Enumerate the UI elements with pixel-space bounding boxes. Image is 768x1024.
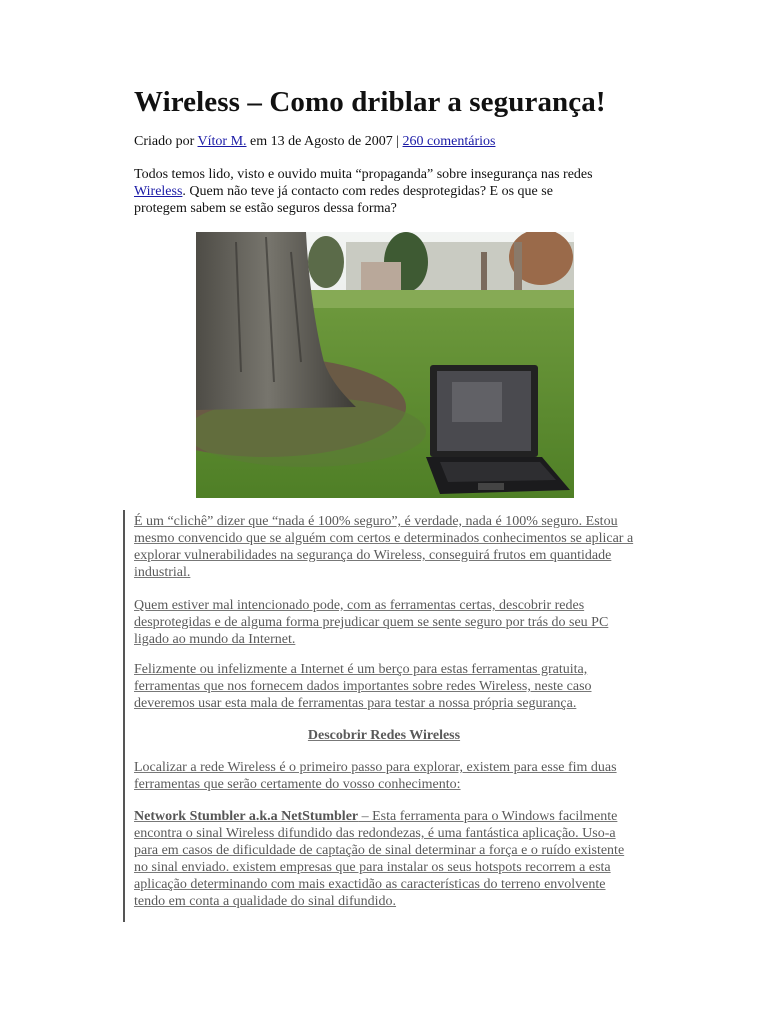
byline-prefix: Criado por — [134, 134, 198, 149]
section-heading: Descobrir Redes Wireless — [307, 728, 461, 743]
quote-paragraph-2: Quem estiver mal intencionado pode, com as ferramentas certas, descobrir redes desprotegidas e de alguma forma prejudicar quem se sente seguro por trás do seu PC ligado ao mundo da Internet. — [134, 598, 609, 647]
tool-name: Network Stumbler a.k.a NetStumbler — [134, 809, 359, 824]
intro-text-1: Todos temos lido, visto e ouvido muita “propaganda” sobre insegurança nas redes — [134, 167, 593, 182]
byline — [134, 134, 495, 150]
intro-text-2: . Quem não teve já contacto com redes desprotegidas? E os que se protegem sabem se estão seguros dessa forma? — [134, 184, 553, 216]
article-title: Wireless – Como driblar a segurança! — [134, 86, 606, 118]
byline-date: em 13 de Agosto de 2007 | — [246, 134, 403, 149]
intro-paragraph — [134, 166, 604, 217]
wireless-link[interactable]: Wireless — [134, 184, 183, 199]
section-intro: Localizar a rede Wireless é o primeiro passo para explorar, existem para esse fim duas ferramentas que serão certamente do vosso conhecimento: — [134, 760, 617, 792]
quote-paragraph-1: É um “clichê” dizer que “nada é 100% seguro”, é verdade, nada é 100% seguro. Estou mesmo convencido que se alguém com certos e determinados conhecimentos se aplicar a explorar vulnerabilidades na segurança do Wireless, conseguirá frutos em quantidade industrial. — [134, 514, 634, 580]
laptop-under-tree-photo — [196, 232, 574, 498]
tool-description: – Esta ferramenta para o Windows facilmente encontra o sinal Wireless difundido das redondezas, é uma fantástica aplicação. Uso-a para em casos de dificuldade de captação de sinal determinar a força e o ruído existente no sinal enviado. existem empresas que para instalar os seus hotspots recorrem a esta aplicação determinando com mais exactidão as características do terreno envolvente tendo em conta a qualidade do sinal difundido. — [134, 809, 625, 909]
quote-paragraph-3: Felizmente ou infelizmente a Internet é um berço para estas ferramentas gratuita, ferramentas que nos fornecem dados importantes sobre redes Wireless, neste caso deveremos usar esta mala de ferramentas para testar a nossa própria segurança. — [134, 662, 592, 711]
quote-bar — [123, 510, 125, 922]
author-link[interactable]: Vítor M. — [197, 134, 247, 149]
comments-link[interactable]: 260 comentários — [402, 134, 496, 149]
tool-paragraph — [134, 808, 634, 910]
